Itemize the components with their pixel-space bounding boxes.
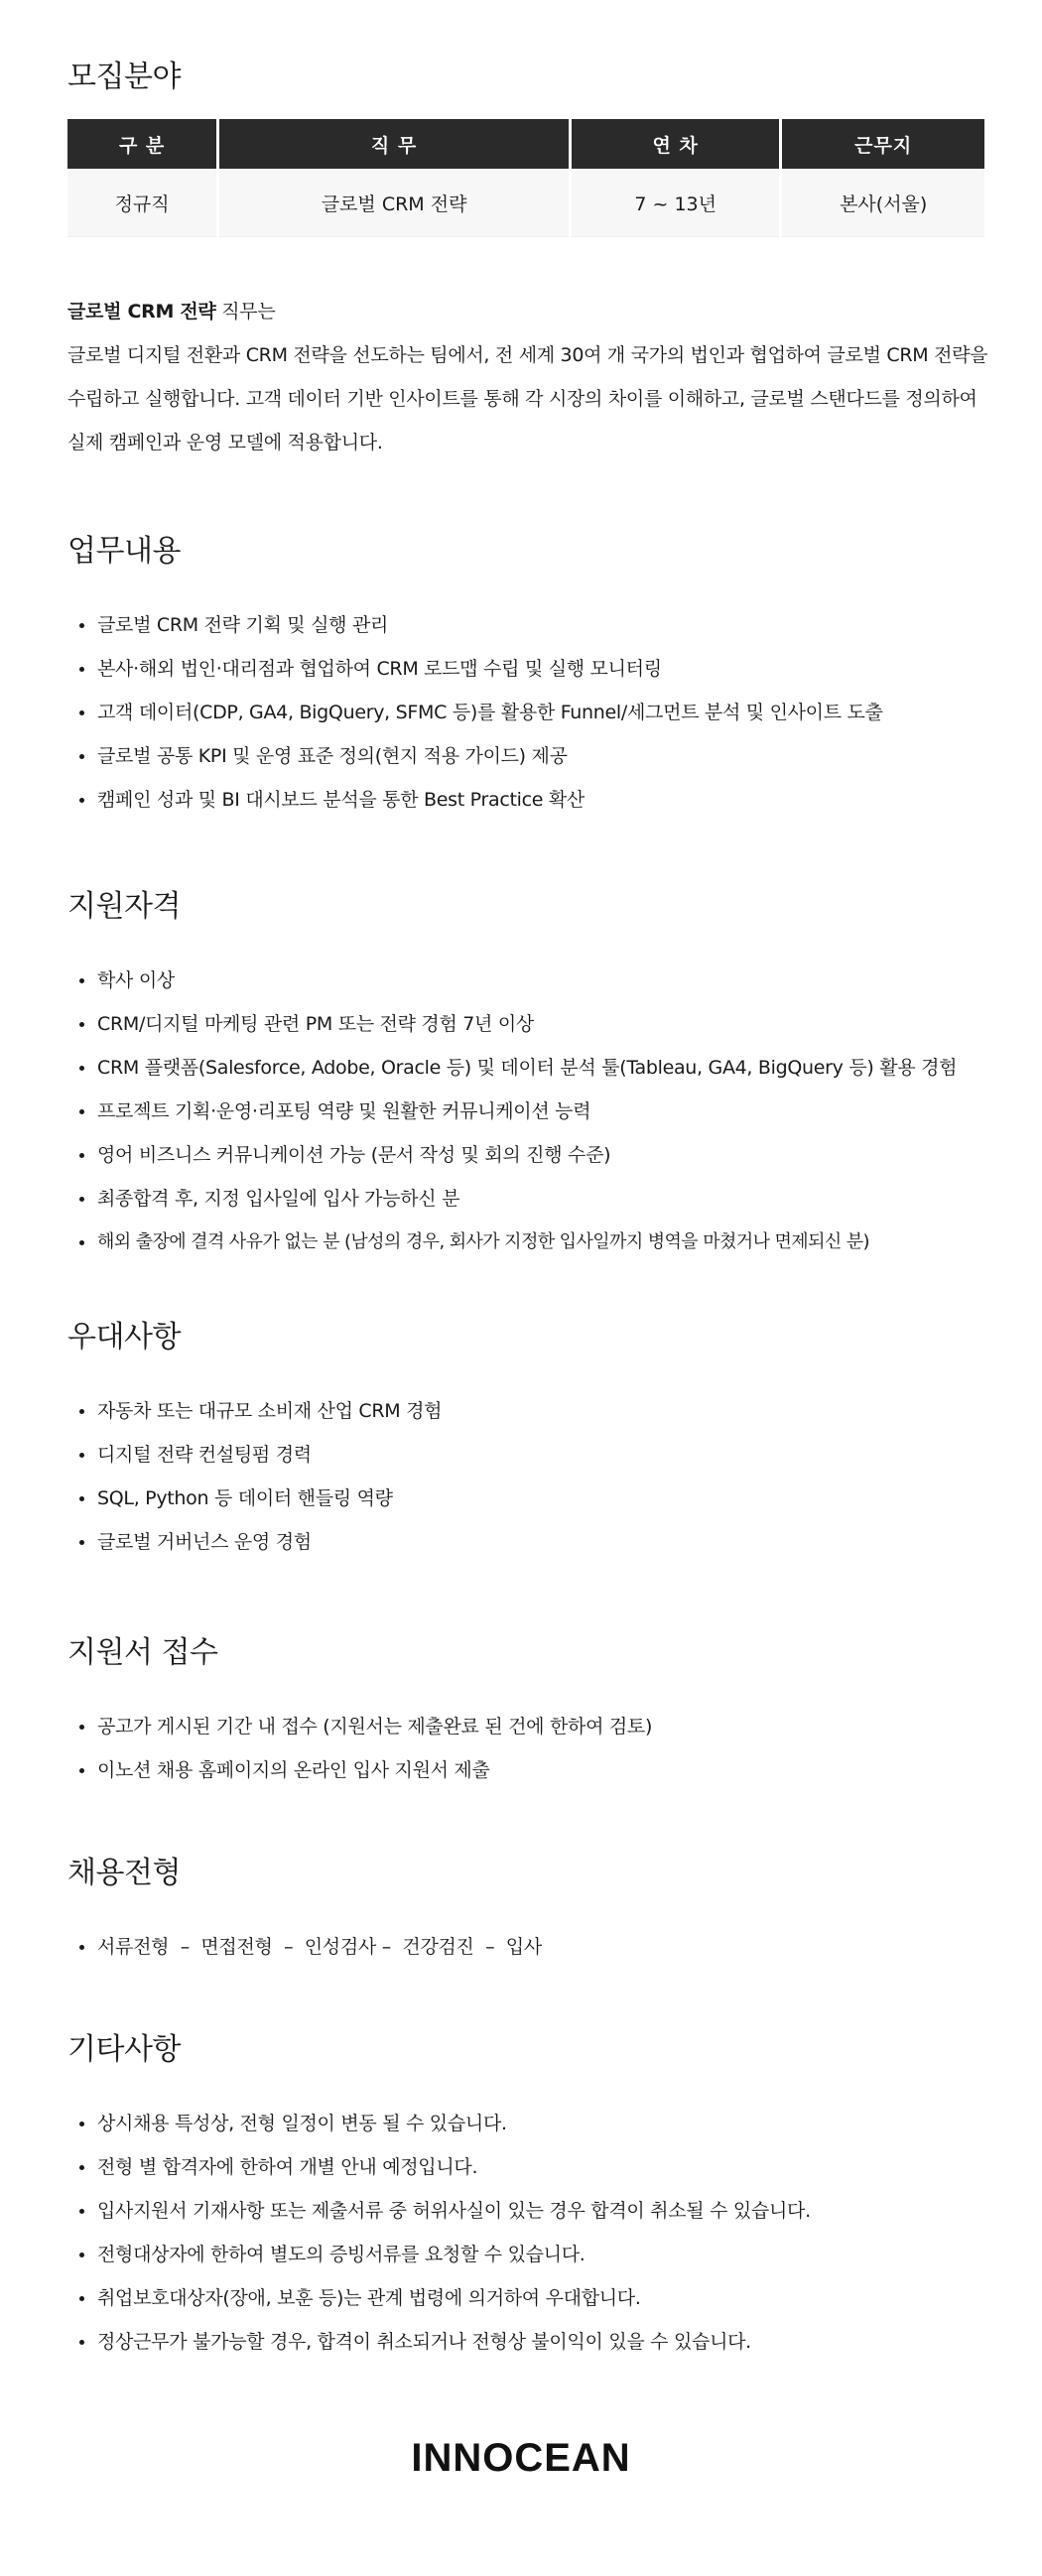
intro-body: 글로벌 디지털 전환과 CRM 전략을 선도하는 팀에서, 전 세계 30여 개 국가의 법인과 협업하여 글로벌 CRM 전략을 수립하고 실행합니다. 고객 데이터 기반 인사이트를 통해 각 시장의 차이를 이해하고, 글로벌 스탠다드를 정의하여 실제 캠페인과 운영 모델에 적용합니다. xyxy=(67,344,988,453)
table-cell: 7 ~ 13년 xyxy=(572,169,779,237)
list-item: 서류전형 – 면접전형 – 인성검사 – 건강검진 – 입사 xyxy=(67,1925,984,1969)
table-cell: 글로벌 CRM 전략 xyxy=(219,169,569,237)
recruit-field-section xyxy=(67,60,984,237)
table-header-cell: 직 무 xyxy=(219,119,569,169)
recruit-field-title: 모집분야 xyxy=(67,60,181,94)
duties-list xyxy=(67,603,984,822)
duties-section xyxy=(67,534,984,822)
list-item: 영어 비즈니스 커뮤니케이션 가능 (문서 작성 및 회의 진행 수준) xyxy=(67,1133,984,1177)
process-section xyxy=(67,1856,984,1969)
qualifications-list xyxy=(67,959,984,1264)
list-item: 취업보호대상자(장애, 보훈 등)는 관계 법령에 의거하여 우대합니다. xyxy=(67,2276,984,2320)
intro-bold-label: 글로벌 CRM 전략 xyxy=(67,301,216,322)
table-header-cell: 구 분 xyxy=(67,119,216,169)
intro-heading xyxy=(67,290,990,333)
list-item: 입사지원서 기재사항 또는 제출서류 중 허위사실이 있는 경우 합격이 취소될 수 있습니다. xyxy=(67,2189,984,2233)
table-cell: 본사(서울) xyxy=(782,169,984,237)
job-intro xyxy=(67,290,990,464)
innocean-logo: INNOCEAN xyxy=(411,2436,631,2480)
list-item: 고객 데이터(CDP, GA4, BigQuery, SFMC 등)를 활용한 Funnel/세그먼트 분석 및 인사이트 도출 xyxy=(67,691,984,734)
duties-title: 업무내용 xyxy=(67,534,181,569)
list-item: 학사 이상 xyxy=(67,959,984,1002)
list-item: 해외 출장에 결격 사유가 없는 분 (남성의 경우, 회사가 지정한 입사일까지 병역을 마쳤거나 면제되신 분) xyxy=(67,1221,984,1264)
etc-section xyxy=(67,2032,984,2364)
application-list xyxy=(67,1705,984,1792)
table-cell: 정규직 xyxy=(67,169,216,237)
list-item: SQL, Python 등 데이터 핸들링 역량 xyxy=(67,1477,984,1520)
list-item: 캠페인 성과 및 BI 대시보드 분석을 통한 Best Practice 확산 xyxy=(67,778,984,822)
list-item: 최종합격 후, 지정 입사일에 입사 가능하신 분 xyxy=(67,1177,984,1221)
list-item: 이노션 채용 홈페이지의 온라인 입사 지원서 제출 xyxy=(67,1748,984,1792)
intro-bold-suffix: 직무는 xyxy=(215,301,276,322)
list-item: 공고가 게시된 기간 내 접수 (지원서는 제출완료 된 건에 한하여 검토) xyxy=(67,1705,984,1748)
list-item: 글로벌 거버넌스 운영 경험 xyxy=(67,1520,984,1564)
list-item: 상시채용 특성상, 전형 일정이 변동 될 수 있습니다. xyxy=(67,2102,984,2145)
preferred-title: 우대사항 xyxy=(67,1320,181,1354)
list-item: 글로벌 CRM 전략 기획 및 실행 관리 xyxy=(67,603,984,647)
table-header-row xyxy=(67,119,984,169)
etc-title: 기타사항 xyxy=(67,2032,181,2067)
etc-list xyxy=(67,2102,984,2364)
table-header-cell: 근무지 xyxy=(782,119,984,169)
list-item: 전형 별 합격자에 한하여 개별 안내 예정입니다. xyxy=(67,2145,984,2189)
table-header-cell: 연 차 xyxy=(572,119,779,169)
list-item: CRM/디지털 마케팅 관련 PM 또는 전략 경험 7년 이상 xyxy=(67,1002,984,1046)
preferred-section xyxy=(67,1320,984,1564)
recruit-table xyxy=(65,119,987,237)
process-title: 채용전형 xyxy=(67,1856,181,1890)
preferred-list xyxy=(67,1389,984,1564)
list-item: 본사·해외 법인·대리점과 협업하여 CRM 로드맵 수립 및 실행 모니터링 xyxy=(67,647,984,691)
list-item: 프로젝트 기획·운영·리포팅 역량 및 원활한 커뮤니케이션 능력 xyxy=(67,1090,984,1133)
list-item: 글로벌 공통 KPI 및 운영 표준 정의(현지 적용 가이드) 제공 xyxy=(67,734,984,778)
list-item: 전형대상자에 한하여 별도의 증빙서류를 요청할 수 있습니다. xyxy=(67,2233,984,2276)
table-row xyxy=(67,169,984,237)
process-list xyxy=(67,1925,984,1969)
qualifications-section xyxy=(67,889,984,1264)
list-item: 자동차 또는 대규모 소비재 산업 CRM 경험 xyxy=(67,1389,984,1433)
list-item: CRM 플랫폼(Salesforce, Adobe, Oracle 등) 및 데이터 분석 툴(Tableau, GA4, BigQuery 등) 활용 경험 xyxy=(67,1046,984,1090)
application-section xyxy=(67,1635,984,1792)
list-item: 디지털 전략 컨설팅펌 경력 xyxy=(67,1433,984,1477)
application-title: 지원서 접수 xyxy=(67,1635,218,1670)
qualifications-title: 지원자격 xyxy=(67,889,181,924)
list-item: 정상근무가 불가능할 경우, 합격이 취소되거나 전형상 불이익이 있을 수 있습니다. xyxy=(67,2320,984,2364)
